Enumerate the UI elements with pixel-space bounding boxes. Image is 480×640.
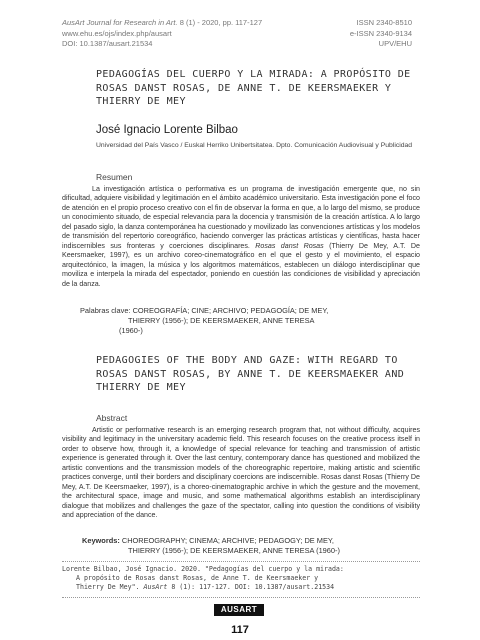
palabras-clave-label: Palabras clave: — [80, 306, 131, 315]
journal-url[interactable]: www.ehu.es/ojs/index.php/ausart — [62, 28, 172, 38]
keywords — [82, 536, 422, 546]
palabras-clave — [80, 306, 410, 316]
resumen-part-2: (Thierry De Mey, A.T. De Keersmaeker, 1997), es un archivo coreo-cinematográfico en el que el gesto y el movimiento, el espacio arquitectónico, la imagen, la música y los algoritmos matemáticos, establecen un diálogo interdisciplinar que moviliza e interpela la mirada del espectador, poniendo en cuestión las condiciones de visibilidad y apreciación de la danza. — [62, 241, 420, 288]
publisher: UPV/EHU — [378, 39, 412, 48]
palabras-clave-line1: COREOGRAFÍA; CINE; ARCHIVO; PEDAGOGÍA; DE MEY, — [132, 306, 329, 315]
author-affiliation: Universidad del País Vasco / Euskal Herriko Unibertsitatea. Dpto. Comunicación Audiovisual y Publicidad — [96, 142, 413, 149]
citation-line1: Lorente Bilbao, José Ignacio. 2020. "Pedagogías del cuerpo y la mirada: — [62, 565, 344, 573]
citation-line2: A propósito de Rosas danst Rosas, de Anne T. de Keersmaeker y — [76, 574, 319, 583]
keywords-line2: THIERRY (1956-); DE KEERSMAEKER, ANNE TERESA (1960-) — [128, 546, 340, 555]
issn: ISSN 2340-8510 — [356, 18, 412, 27]
abstract-heading: Abstract — [96, 413, 128, 423]
ausart-logo: AUSART — [214, 604, 264, 616]
citation-journal: AusArt — [143, 583, 168, 592]
citation-line3: Thierry De Mey". AusArt 8 (1): 117-127. DOI: 10.1387/ausart.21534 — [76, 583, 335, 592]
article-title-en: PEDAGOGIES OF THE BODY AND GAZE: WITH REGARD TO ROSAS DANST ROSAS, BY ANNE T. DE KEERSMAEKER AND THIERRY DE MEY — [96, 355, 405, 393]
palabras-clave-line2: THIERRY (1956-); DE KEERSMAEKER, ANNE TERESA — [128, 316, 315, 325]
resumen-italic-title: Rosas danst Rosas — [255, 241, 324, 250]
page-number: 117 — [231, 624, 249, 636]
abstract-text: Artistic or performative research is an emerging research program that, not without difficulty, acquires visibility and legitimacy in the universitary academic field. This research focuses on the creative process itself in order to observe how, through it, a knowledge of special relevance for teaching and transmission of artistic experience is generated through it. Over the last century, contemporary dance has questioned and mobilized the artistic conventions and the transmission models of the choreographic repertoire, making artistic and scientific practices converge, until their borders and disciplinary coercions are indiscernible. Rosas danst Rosas (Thierry De Mey, A.T. De Keersmaeker, 1997), is a choreo-cinematographic archive in which the gesture and the movement, the architectural space, image and music, and some mathematical algorithms establish an interdisciplinary dialogue that mobilizes and challenges the gaze of the spectator, calling into question the conditions of visibility and appreciation of the dance. — [62, 426, 421, 520]
resumen-heading: Resumen — [96, 172, 133, 182]
journal-issue: 8 (1) - 2020, pp. 117-127 — [179, 18, 263, 27]
author-name: José Ignacio Lorente Bilbao — [96, 124, 238, 136]
issn-header — [350, 18, 412, 50]
palabras-clave-line3: (1960-) — [119, 326, 143, 335]
keywords-label: Keywords: — [82, 536, 120, 545]
citation-block — [62, 565, 422, 593]
journal-name: AusArt Journal for Research in Art. — [62, 18, 178, 27]
eissn: e-ISSN 2340-9134 — [349, 28, 412, 38]
keywords-line1: CHOREOGRAPHY; CINEMA; ARCHIVE; PEDAGOGY; DE MEY, — [121, 536, 334, 545]
resumen-part-1: La investigación artística o performativa es un programa de investigación emergente que, no sin dificultad, adquiere visibilidad y legitimación en el ámbito académico universitario. Esta investigación pone el foco de atención en el propio proceso creativo con el fin de observar la forma en que, a lo largo del mismo, se produce un conocimiento situado, de especial relevancia para la docencia y transmisión de la creación artística. A lo largo del pasado siglo, la danza contemporánea ha cuestionado y movilizado las convenciones artísticas y los modelos de transmisión del repertorio coreográfico, haciendo converger las prácticas artísticas y científicas, hasta hacer indiscernibles sus fronteras y coerciones disciplinares. — [62, 185, 420, 250]
article-title-es: PEDAGOGÍAS DEL CUERPO Y LA MIRADA: A PROPÓSITO DE ROSAS DANST ROSAS, DE ANNE T. DE KEERSMAEKER Y THIERRY DE MEY — [96, 69, 411, 107]
citation-bottom-divider — [62, 597, 420, 598]
journal-doi: DOI: 10.1387/ausart.21534 — [62, 39, 153, 48]
citation-top-divider — [62, 561, 420, 562]
journal-header — [62, 18, 262, 50]
resumen-text — [62, 185, 420, 289]
